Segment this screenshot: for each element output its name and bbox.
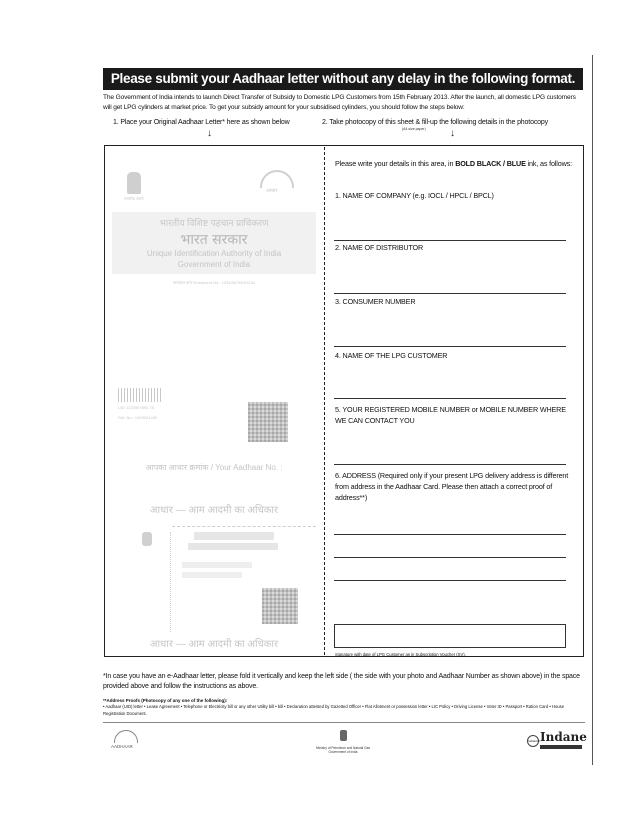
instruction-ink-color: BOLD BLACK / BLUE	[455, 159, 526, 168]
address-proofs-list: • Aadhaar (UID) letter • Lease Agreement • Telephone or Electricity bill or any other Utility bill • bill • Declaration attested by Gazetted Officer • Flat Allotment or possession letter • LIC Policy • Driving License • Voter ID • Passport • Ration Card • House Registration Document.	[103, 704, 565, 716]
step-1-instruction: 1. Place your Original Aadhaar Letter* here as shown below	[113, 119, 290, 126]
down-arrow-icon: ↓	[450, 128, 455, 139]
field-company-label: 1. NAME OF COMPANY (e.g. IOCL / HPCL / BPCL)	[335, 191, 494, 200]
field-address-label: 6. ADDRESS (Required only if your present LPG delivery address is different from address in the Aadhaar Card. Please then attach a correct proof of address**)	[335, 471, 569, 502]
field-mobile-label: 5. YOUR REGISTERED MOBILE NUMBER or MOBILE NUMBER WHERE WE CAN CONTACT YOU	[335, 405, 566, 425]
footer-rule	[103, 722, 585, 723]
field-company-line[interactable]	[334, 240, 566, 241]
intro-text: The Government of India intends to launch Direct Transfer of Subsidy to Domestic LPG Customers from 15th February 2013. After the launch, all domestic LPG customers will get LPG cylinders at market price. To get your subsidy amount for your subsidised cylinders, you should follow the steps below:	[103, 94, 576, 111]
national-emblem-icon	[340, 730, 347, 741]
letter-fold-line	[170, 532, 171, 632]
indane-logo	[527, 730, 587, 752]
field-address-line[interactable]	[334, 557, 566, 558]
letter-back-blurred-line	[188, 543, 278, 550]
signature-box[interactable]	[334, 624, 566, 648]
letter-aadhaar-number-label: आपका आधार क्रमांक / Your Aadhaar No. :	[145, 463, 283, 472]
instruction-text: Please write your details in this area, in	[335, 159, 456, 168]
field-address-line[interactable]	[334, 580, 566, 581]
e-aadhaar-footnote: *In case you have an e-Aadhaar letter, please fold it vertically and keep the left side ( the side with your photo and Aadhaar Number as shown above) in the space provided above and follow the instructions as above.	[103, 673, 580, 690]
field-customer-name-line[interactable]	[334, 398, 566, 399]
qr-code-icon	[262, 588, 298, 624]
step-2-instruction: 2. Take photocopy of this sheet & fill-up the following details in the photocopy	[322, 119, 549, 126]
instruction-text-end: ink, as follows:	[525, 159, 572, 168]
aadhaar-caption: आधार	[266, 188, 278, 194]
emblem-caption: सत्यमेव जयते	[124, 196, 144, 201]
national-emblem-icon	[127, 172, 141, 194]
header-banner: Please submit your Aadhaar letter without any delay in the following format.	[103, 68, 583, 90]
page-edge-line	[592, 55, 593, 765]
letter-enrolment-number: नामांकन क्रम/ Enrolment No.: 1234/56789/01234	[173, 280, 255, 285]
field-consumer-number-line[interactable]	[334, 346, 566, 347]
aadhaar-letter-placeholder	[112, 160, 316, 652]
aadhaar-fingerprint-icon	[260, 170, 294, 188]
ministry-logo	[308, 728, 378, 754]
indane-brand-name: Indane	[540, 730, 587, 744]
letter-ref-number: Ref. No.: 1493261483	[118, 415, 158, 420]
down-arrow-icon: ↓	[207, 128, 212, 139]
qr-code-icon	[248, 402, 288, 442]
letter-slogan: आधार — आम आदमी का अधिकार	[149, 505, 279, 516]
aadhaar-logo	[108, 728, 142, 754]
barcode-icon	[118, 388, 162, 402]
aadhaar-fingerprint-icon	[114, 730, 138, 743]
indane-tagline-bar	[540, 745, 582, 749]
letter-back-blurred-line	[194, 532, 274, 540]
field-distributor-line[interactable]	[334, 293, 566, 294]
field-customer-name-label: 4. NAME OF THE LPG CUSTOMER	[335, 351, 448, 360]
letter-back-blurred-line	[182, 562, 252, 568]
aadhaar-logo-text: AADHAAR	[111, 744, 133, 749]
letter-cut-line	[172, 526, 316, 527]
field-consumer-number-label: 3. CONSUMER NUMBER	[335, 297, 416, 306]
national-emblem-icon	[142, 532, 152, 546]
letter-uidai-english: Unique Identification Authority of India	[146, 249, 282, 258]
indianoil-logo-icon: IndianOil	[527, 735, 539, 747]
step-2-paper-size: (A4 size paper)	[402, 127, 426, 131]
letter-govt-hindi: भारत सरकार	[180, 232, 248, 248]
field-distributor-label: 2. NAME OF DISTRIBUTOR	[335, 243, 424, 252]
field-address-line[interactable]	[334, 534, 566, 535]
field-mobile-line[interactable]	[334, 464, 566, 465]
fold-divider	[324, 147, 325, 655]
letter-slogan: आधार — आम आदमी का अधिकार	[149, 639, 279, 650]
letter-uidai-hindi: भारतीय विशिष्ट पहचान प्राधिकरण	[159, 218, 269, 228]
letter-back-blurred-line	[182, 572, 242, 578]
signature-caption: Signature with date of LPG Customer as in Subscription Voucher (SV).	[335, 652, 466, 657]
form-instruction	[335, 158, 577, 169]
letter-govt-english: Government of India	[177, 260, 251, 269]
letter-uid-ref: UID 1234567890 78	[118, 405, 154, 410]
address-proofs-heading: **Address Proofs (Photocopy of any one of the following):	[103, 698, 228, 703]
ministry-caption: Ministry of Petroleum and Natural Gas Government of India	[315, 746, 371, 754]
